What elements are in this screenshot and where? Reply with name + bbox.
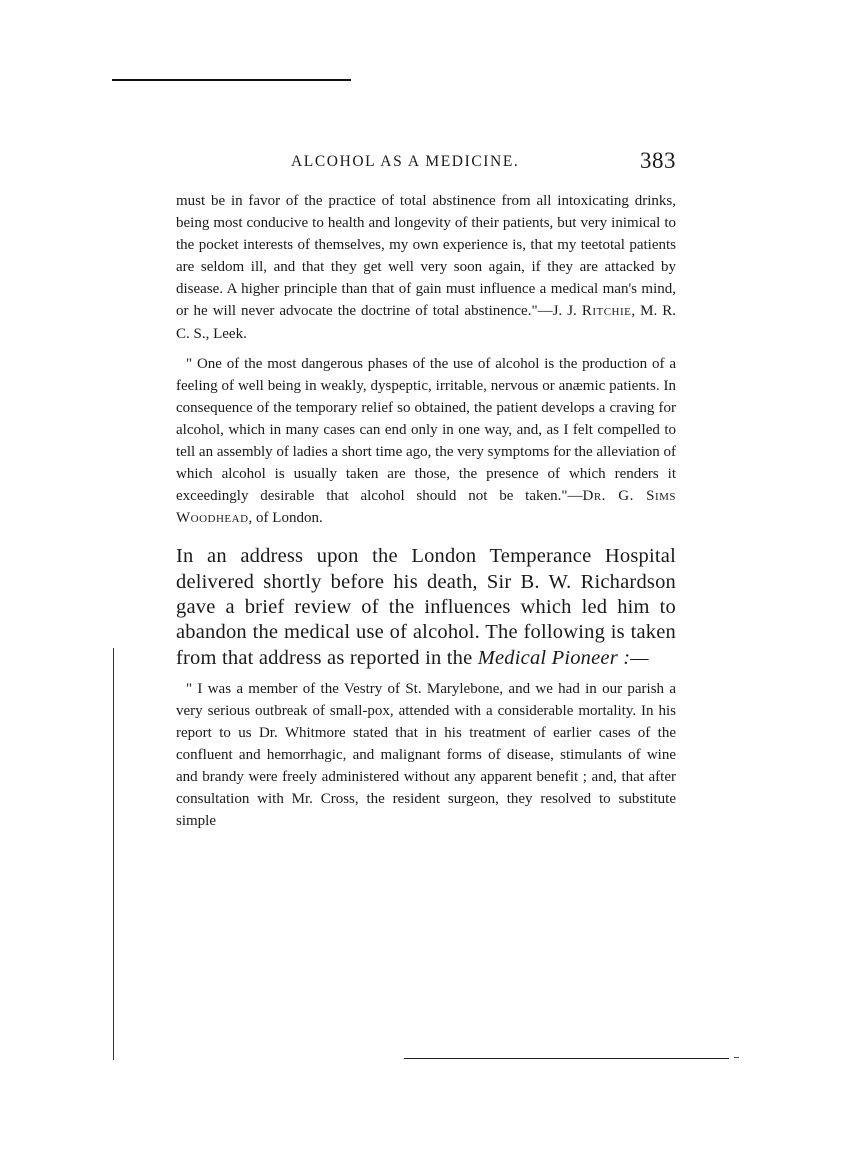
quote-ritchie (176, 190, 676, 345)
page-header (176, 150, 676, 180)
quote-richardson-text: " I was a member of the Vestry of St. Marylebone, and we had in our parish a very serious outbreak of small-pox, attended with a considerable mortality. In his report to us Dr. Whitmore stated that in his treatment of earlier cases of the confluent and hemorrhagic, and malignant forms of disease, stimulants of wine and brandy were freely administered without any apparent benefit ; and, that after consultation with Mr. Cross, the resident surgeon, they resolved to substitute simple (176, 680, 676, 830)
quote-woodhead-author: Dr. G. Sims Woodhead (176, 488, 677, 527)
journal-title: Medical Pioneer :— (477, 646, 649, 669)
margin-rule (113, 648, 114, 1060)
top-rule (112, 79, 351, 81)
quote-richardson (176, 678, 676, 833)
page-number: 383 (640, 148, 676, 173)
bottom-mark (734, 1057, 739, 1058)
running-title: ALCOHOL AS A MEDICINE. (291, 153, 520, 170)
quote-woodhead-tail: , of London. (248, 510, 323, 527)
quote-ritchie-text: must be in favor of the practice of total abstinence from all intoxicating drinks, being most conducive to health and longevity of their patients, but very inimical to the pocket interests of themselves, my own experience is, that my teetotal patients are seldom ill, and that they get well very soon again, if they are attacked by disease. A higher principle than that of gain must influence a medical man's mind, or he will never advocate the doctrine of total abstinence."—J. J. (176, 193, 676, 320)
narrative-text: In an address upon the London Temperance Hospital delivered shortly before his death, Sir B. W. Richardson gave a brief review of the influences which led him to abandon the medical use of alcohol. The following is taken from that address as reported in the (176, 545, 676, 669)
quote-woodhead-text: " One of the most dangerous phases of the use of alcohol is the production of a feeling of well being in weakly, dyspeptic, irritable, nervous or anæmic patients. In consequence of the temporary relief so obtained, the patient develops a craving for alcohol, which in many cases can end only in one way, and, as I felt compelled to tell an assembly of ladies a short time ago, the very symptoms for the alleviation of which alcohol is usually taken are those, the presence of which renders it exceedingly desirable that alcohol should not be taken."— (176, 355, 676, 505)
quote-ritchie-author: Ritchie (581, 303, 632, 320)
quote-woodhead (176, 353, 676, 530)
bottom-rule (404, 1058, 729, 1059)
page-body (176, 190, 676, 833)
narrative-paragraph (176, 544, 676, 670)
quote-ritchie-tail: , M. R. C. S., Leek. (176, 303, 677, 342)
